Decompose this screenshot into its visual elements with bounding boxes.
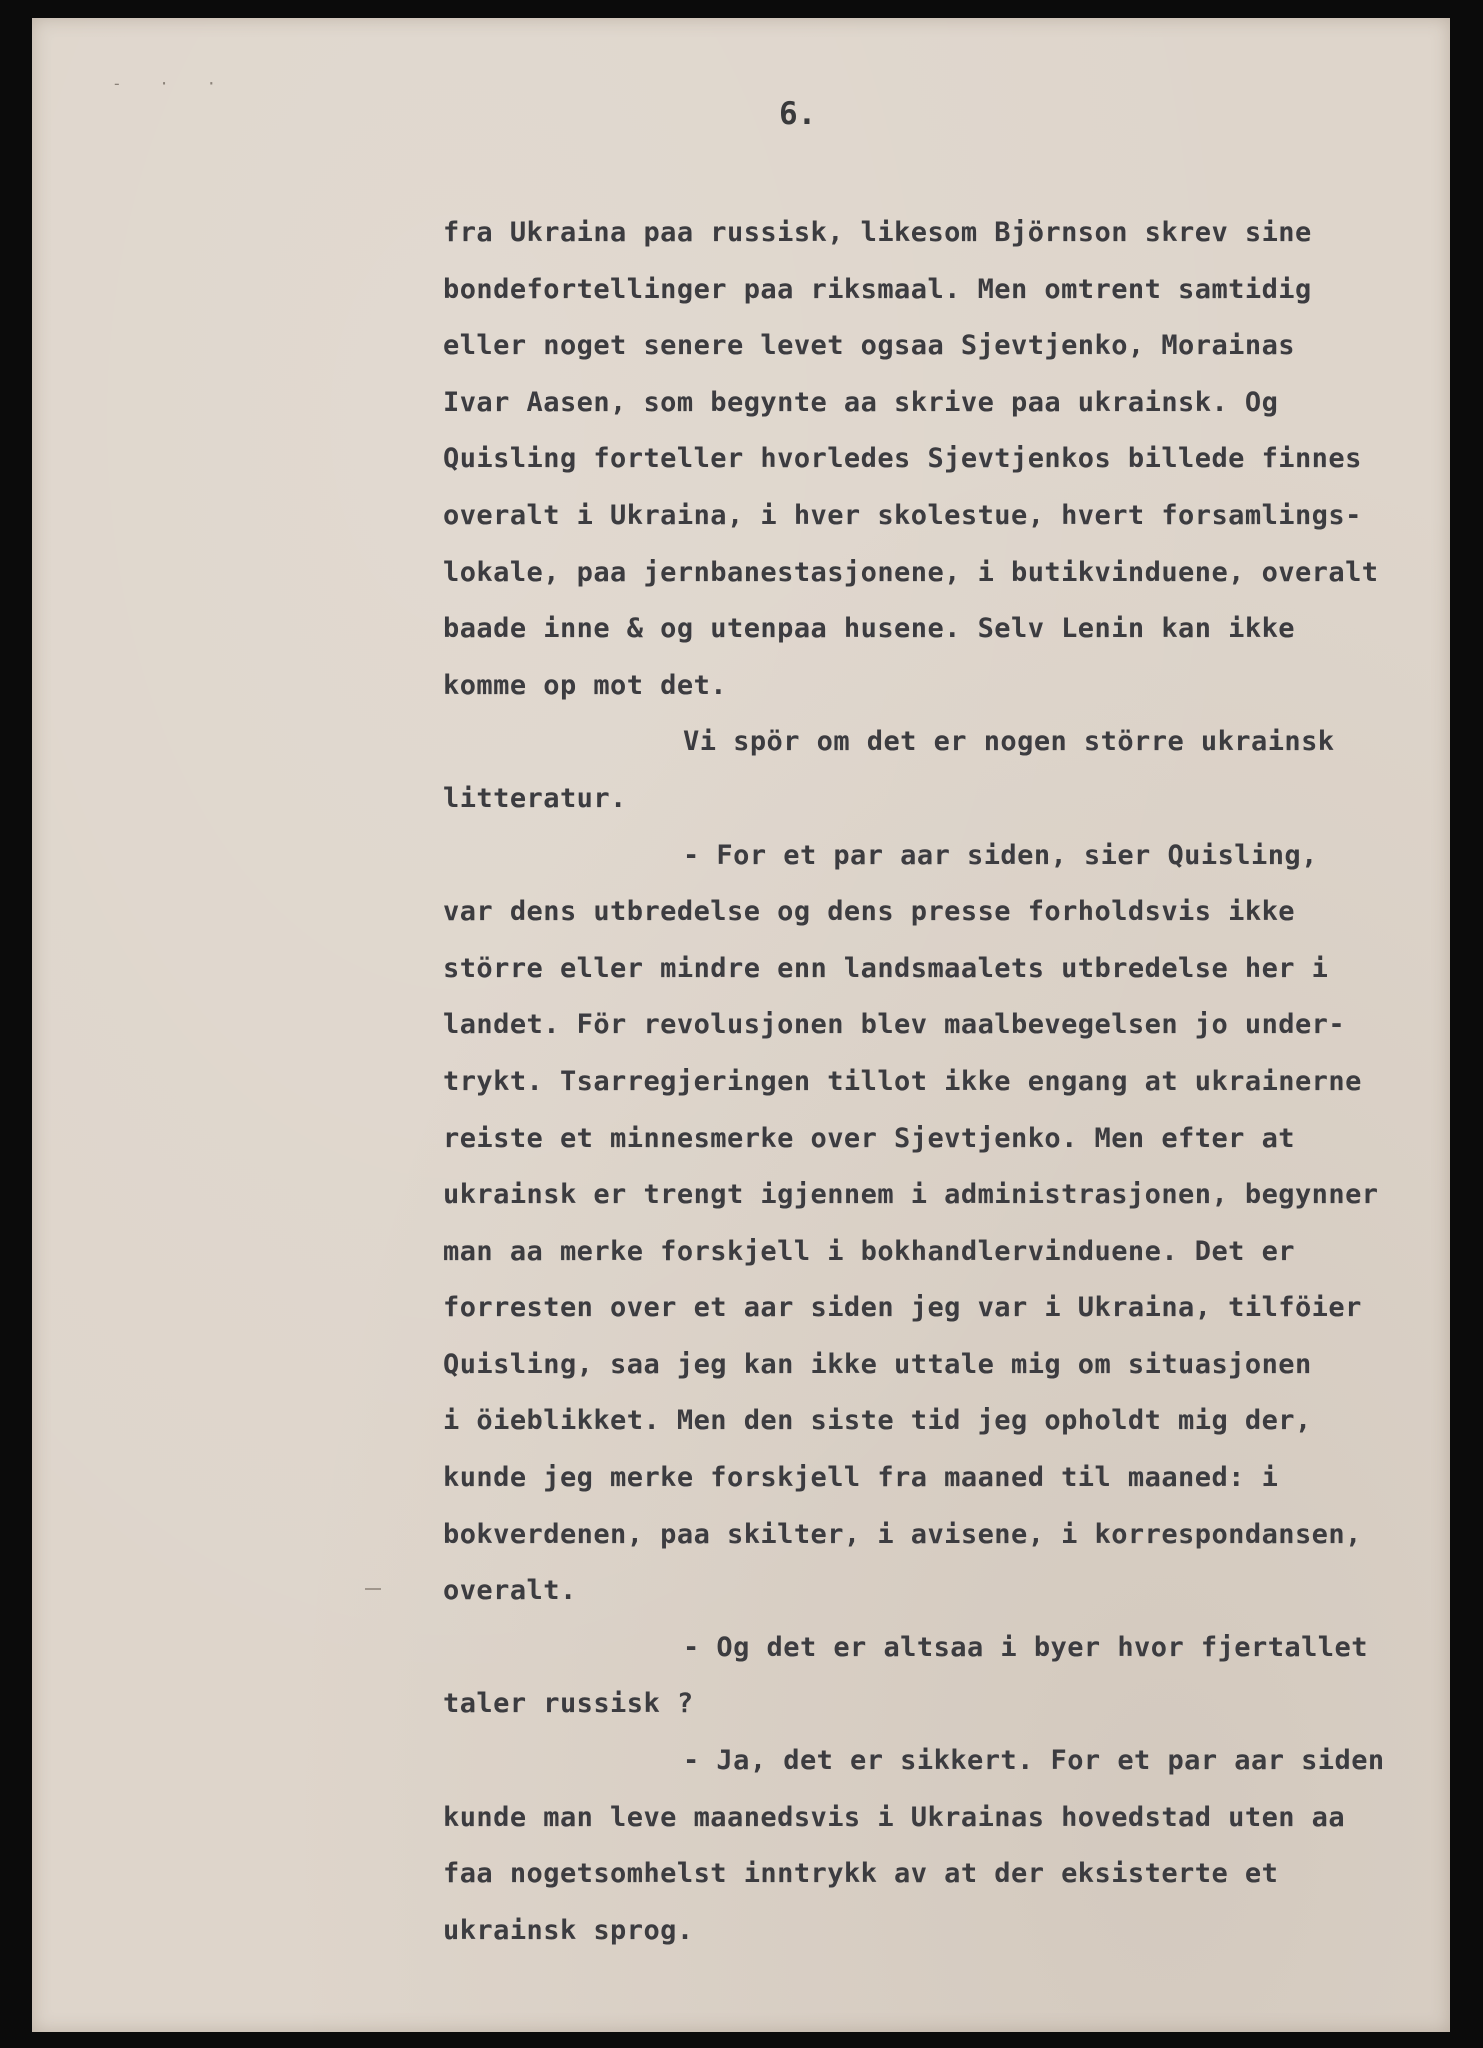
text-line: i öieblikket. Men den siste tid jeg opholdt mig der, <box>443 1405 1312 1437</box>
text-line-indented: - For et par aar siden, sier Quisling, <box>683 839 1318 871</box>
text-line: overalt. <box>443 1575 577 1607</box>
text-line: man aa merke forskjell i bokhandlervinduene. Det er <box>443 1235 1295 1267</box>
text-line: eller noget senere levet ogsaa Sjevtjenko, Morainas <box>443 330 1295 362</box>
text-line: bondefortellinger paa riksmaal. Men omtrent samtidig <box>443 273 1312 305</box>
text-line: taler russisk ? <box>443 1688 694 1720</box>
body-text <box>443 205 1443 1959</box>
text-line: Quisling forteller hvorledes Sjevtjenkos billede finnes <box>443 443 1362 475</box>
text-line: trykt. Tsarregjeringen tillot ikke engang at ukrainerne <box>443 1065 1362 1097</box>
text-line: Quisling, saa jeg kan ikke uttale mig om situasjonen <box>443 1348 1312 1380</box>
text-line: overalt i Ukraina, i hver skolestue, hvert forsamlings- <box>443 499 1362 531</box>
text-line: ukrainsk er trengt igjennem i administrasjonen, begynner <box>443 1179 1379 1211</box>
text-line: kunde jeg merke forskjell fra maaned til maaned: i <box>443 1462 1279 1494</box>
text-line: baade inne & og utenpaa husene. Selv Lenin kan ikke <box>443 613 1295 645</box>
text-line: reiste et minnesmerke over Sjevtjenko. Men efter at <box>443 1122 1295 1154</box>
text-line: fra Ukraina paa russisk, likesom Björnson skrev sine <box>443 217 1312 248</box>
margin-dash <box>365 1588 381 1590</box>
text-line: Ivar Aasen, som begynte aa skrive paa ukrainsk. Og <box>443 386 1279 418</box>
text-line-indented: Vi spör om det er nogen större ukrainsk <box>683 726 1335 758</box>
text-line-indented: - Og det er altsaa i byer hvor fjertallet <box>683 1631 1368 1663</box>
text-line: lokale, paa jernbanestasjonene, i butikvinduene, overalt <box>443 556 1379 588</box>
text-line: ukrainsk sprog. <box>443 1914 694 1946</box>
text-line: bokverdenen, paa skilter, i avisene, i korrespondansen, <box>443 1518 1362 1550</box>
margin-marks: - · · <box>112 74 231 93</box>
text-line: landet. För revolusjonen blev maalbevegelsen jo under- <box>443 1009 1346 1041</box>
text-line: faa nogetsomhelst inntrykk av at der eksisterte et <box>443 1858 1279 1890</box>
text-line: större eller mindre enn landsmaalets utbredelse her i <box>443 952 1329 984</box>
text-line: litteratur. <box>443 782 627 814</box>
text-line: kunde man leve maanedsvis i Ukrainas hovedstad uten aa <box>443 1801 1346 1833</box>
text-line: forresten over et aar siden jeg var i Ukraina, tilföier <box>443 1292 1362 1324</box>
page-number: 6. <box>779 96 817 132</box>
text-line: komme op mot det. <box>443 669 727 701</box>
text-line-indented: - Ja, det er sikkert. For et par aar siden <box>683 1745 1385 1777</box>
text-line: var dens utbredelse og dens presse forholdsvis ikke <box>443 896 1295 928</box>
